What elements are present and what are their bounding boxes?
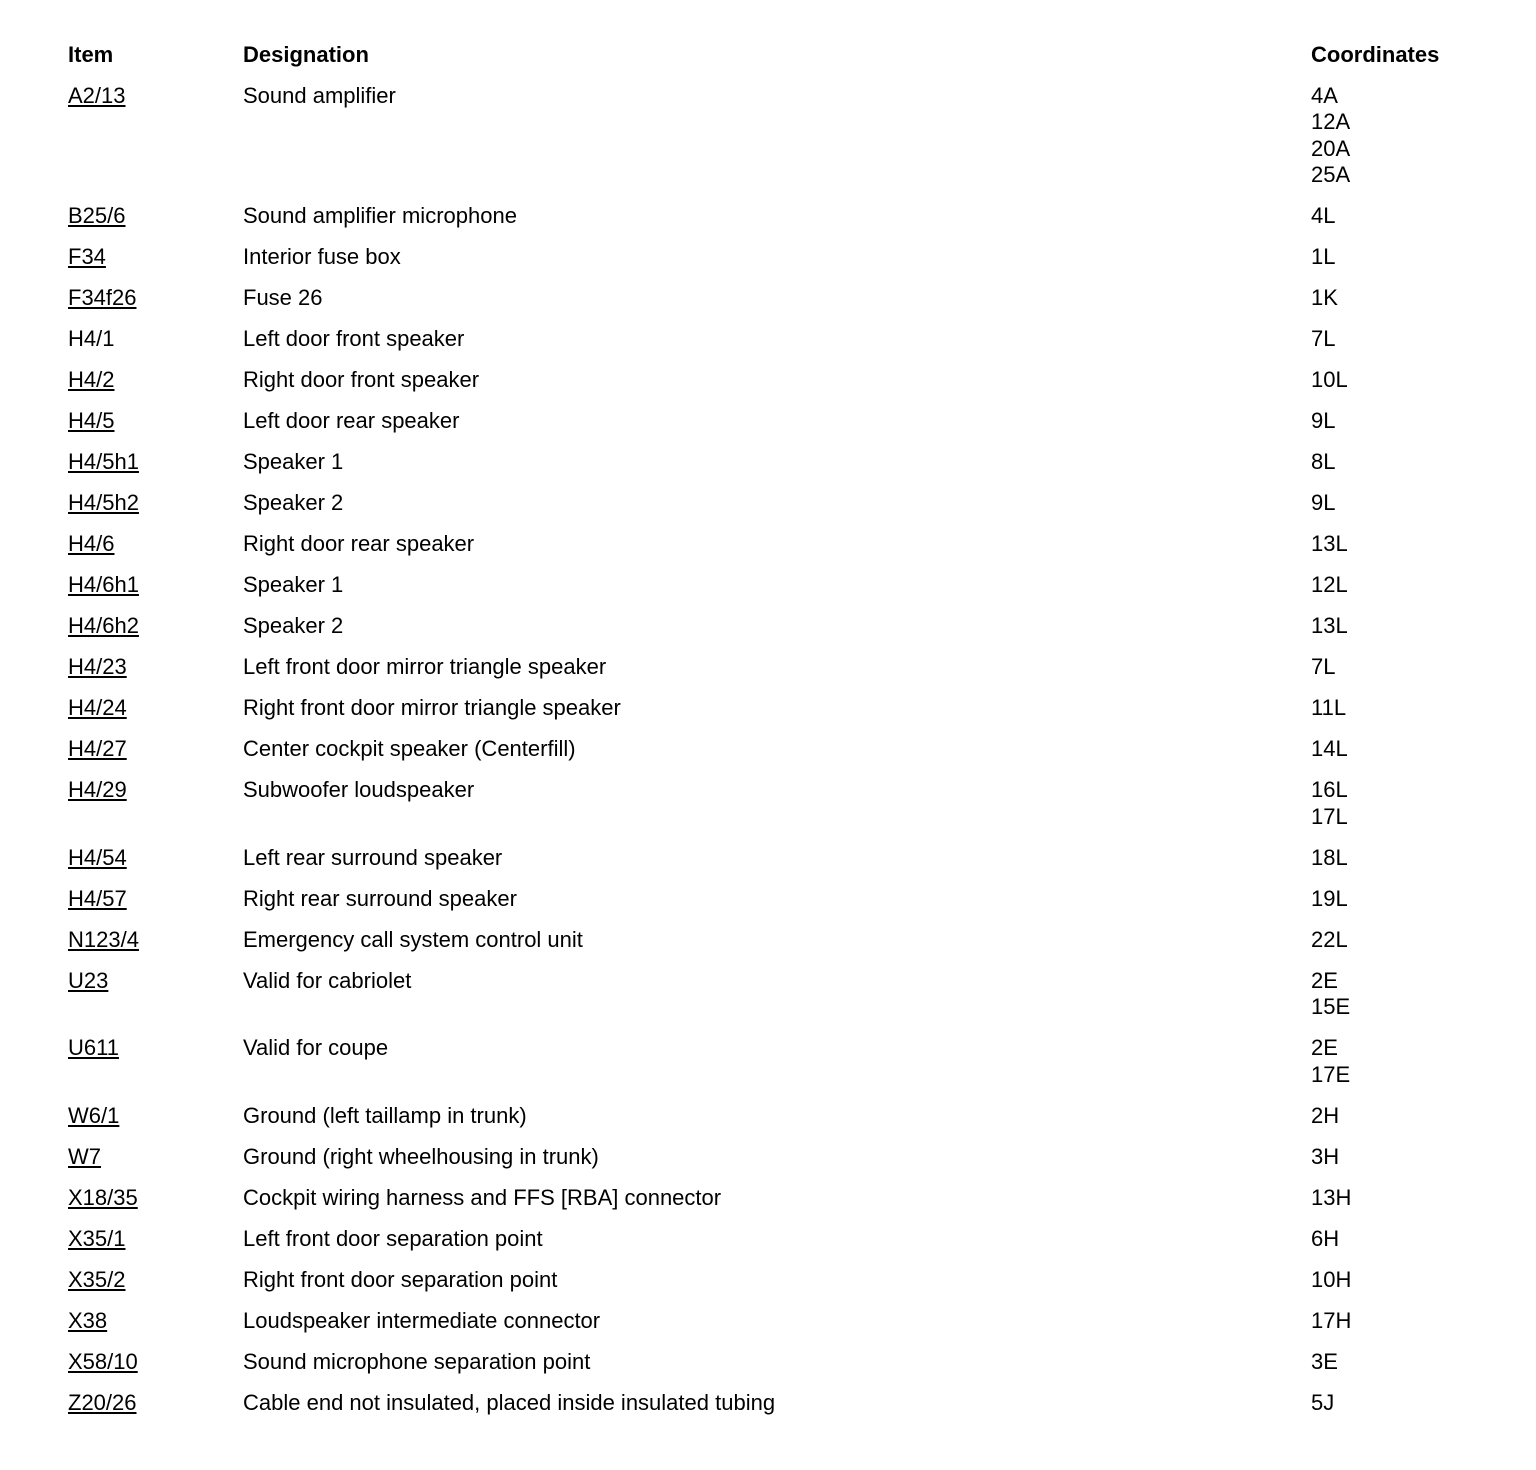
coordinates-cell — [1311, 777, 1348, 830]
item-link[interactable]: U611 — [68, 1035, 119, 1060]
coordinates-cell — [1311, 736, 1348, 763]
coordinates-cell — [1311, 845, 1348, 872]
coordinate-value: 20A — [1311, 135, 1351, 161]
item-cell — [68, 244, 243, 271]
designation-cell: Fuse 26 — [243, 285, 323, 310]
table-row — [68, 572, 1488, 599]
coordinates-cell — [1311, 968, 1350, 1021]
coordinate-value: 1L — [1311, 244, 1336, 269]
item-link[interactable]: X35/2 — [68, 1266, 126, 1292]
coordinate-value: 10L — [1311, 367, 1348, 392]
header-designation: Designation — [243, 42, 369, 67]
item-link[interactable]: H4/6 — [68, 531, 115, 556]
coordinate-value: 12L — [1311, 572, 1348, 597]
designation-cell: Right front door mirror triangle speaker — [243, 695, 621, 720]
item-link[interactable]: W6/1 — [68, 1102, 120, 1128]
item-cell — [68, 490, 243, 517]
item-cell — [68, 927, 243, 954]
coordinates-cell — [1311, 531, 1348, 558]
table-header — [68, 42, 1488, 69]
item-cell — [68, 736, 243, 763]
coordinate-value: 25A — [1311, 162, 1351, 187]
coordinates-cell — [1311, 285, 1338, 312]
table-row — [68, 1144, 1488, 1171]
item-link[interactable]: X18/35 — [68, 1184, 138, 1210]
item-link[interactable]: X35/1 — [68, 1225, 126, 1251]
designation-cell: Valid for coupe — [243, 1035, 389, 1060]
item-link[interactable]: H4/54 — [68, 844, 127, 870]
coordinate-value: 3E — [1311, 1348, 1338, 1374]
coordinates-cell — [1311, 927, 1348, 954]
designation-cell: Center cockpit speaker (Centerfill) — [243, 736, 576, 761]
coordinates-cell — [1311, 654, 1335, 681]
item-cell — [68, 886, 243, 913]
coordinate-value: 19L — [1311, 885, 1348, 911]
coordinate-value: 5J — [1311, 1389, 1335, 1415]
item-link[interactable]: H4/29 — [68, 777, 127, 802]
coordinate-value: 1K — [1311, 285, 1338, 310]
item-cell — [68, 1185, 243, 1212]
item-cell — [68, 968, 243, 995]
coordinates-cell — [1311, 490, 1335, 517]
header-coordinates: Coordinates — [1311, 42, 1440, 67]
table-row — [68, 1185, 1488, 1212]
table-row — [68, 1308, 1488, 1335]
item-link[interactable]: H4/5h1 — [68, 449, 139, 474]
coordinate-value: 18L — [1311, 844, 1348, 870]
coordinates-cell — [1311, 613, 1348, 640]
coordinates-cell — [1311, 695, 1346, 722]
table-row — [68, 531, 1488, 558]
table-row — [68, 449, 1488, 476]
item-cell — [68, 1390, 243, 1417]
coordinate-value: 13H — [1311, 1184, 1352, 1210]
coordinates-cell — [1311, 572, 1348, 599]
item-link[interactable]: H4/6h2 — [68, 613, 139, 638]
table-body — [68, 83, 1488, 1417]
designation-cell: Sound amplifier microphone — [243, 203, 517, 228]
coordinate-value: 17E — [1311, 1061, 1351, 1087]
item-link[interactable]: B25/6 — [68, 203, 126, 228]
item-cell — [68, 613, 243, 640]
table-row — [68, 927, 1488, 954]
table-row — [68, 736, 1488, 763]
coordinates-cell — [1311, 244, 1335, 271]
coordinate-value: 17L — [1311, 803, 1348, 829]
item-cell — [68, 203, 243, 230]
coordinates-cell — [1311, 367, 1348, 394]
component-legend-table — [68, 42, 1488, 1431]
coordinate-value: 7L — [1311, 326, 1336, 351]
table-row — [68, 777, 1488, 830]
item-link[interactable]: N123/4 — [68, 926, 139, 952]
coordinate-value: 6H — [1311, 1225, 1340, 1251]
item-link[interactable]: F34f26 — [68, 285, 137, 310]
coordinate-value: 14L — [1311, 736, 1348, 761]
designation-cell: Cockpit wiring harness and FFS [RBA] connector — [243, 1184, 722, 1210]
table-row — [68, 613, 1488, 640]
item-cell — [68, 83, 243, 110]
coordinate-value: 2E — [1311, 1035, 1338, 1060]
coordinates-cell — [1311, 1349, 1338, 1376]
item-cell — [68, 1267, 243, 1294]
item-cell — [68, 285, 243, 312]
designation-cell: Ground (left taillamp in trunk) — [243, 1102, 527, 1128]
coordinate-value: 9L — [1311, 408, 1336, 433]
coordinate-value: 7L — [1311, 654, 1336, 679]
table-row — [68, 244, 1488, 271]
item-link[interactable]: H4/27 — [68, 736, 127, 761]
coordinates-cell — [1311, 449, 1335, 476]
coordinates-cell — [1311, 1308, 1351, 1335]
coordinate-value: 9L — [1311, 490, 1336, 515]
designation-cell: Right door rear speaker — [243, 531, 475, 556]
item-cell — [68, 367, 243, 394]
item-link[interactable]: Z20/26 — [68, 1389, 137, 1415]
coordinates-cell — [1311, 203, 1335, 230]
table-row — [68, 654, 1488, 681]
table-row — [68, 1390, 1488, 1417]
coordinates-cell — [1311, 1185, 1351, 1212]
coordinate-value: 10H — [1311, 1266, 1352, 1292]
item-link[interactable]: H4/6h1 — [68, 572, 139, 597]
table-row — [68, 886, 1488, 913]
designation-cell: Speaker 1 — [243, 572, 344, 597]
designation-cell: Right front door separation point — [243, 1266, 558, 1292]
coordinate-value: 17H — [1311, 1307, 1352, 1333]
item-cell — [68, 1144, 243, 1171]
coordinates-cell — [1311, 1267, 1351, 1294]
item-cell — [68, 531, 243, 558]
designation-cell: Ground (right wheelhousing in trunk) — [243, 1143, 599, 1169]
designation-cell: Speaker 1 — [243, 449, 344, 474]
designation-cell: Speaker 2 — [243, 490, 344, 515]
coordinate-value: 4L — [1311, 203, 1336, 228]
item-cell — [68, 695, 243, 722]
designation-cell: Speaker 2 — [243, 613, 344, 638]
designation-cell: Right rear surround speaker — [243, 885, 517, 911]
designation-cell: Emergency call system control unit — [243, 926, 583, 952]
designation-cell: Cable end not insulated, placed inside insulated tubing — [243, 1389, 776, 1415]
designation-cell: Valid for cabriolet — [243, 967, 412, 993]
item-cell — [68, 1035, 243, 1062]
item-cell — [68, 777, 243, 804]
designation-cell: Left rear surround speaker — [243, 844, 503, 870]
table-row — [68, 1267, 1488, 1294]
coordinate-value: 13L — [1311, 613, 1348, 638]
item-link[interactable]: H4/24 — [68, 695, 127, 720]
coordinate-value: 2H — [1311, 1102, 1340, 1128]
coordinate-value: 15E — [1311, 994, 1351, 1019]
item-link[interactable]: F34 — [68, 244, 106, 269]
item-cell — [68, 845, 243, 872]
item-cell — [68, 1308, 243, 1335]
coordinate-value: 22L — [1311, 926, 1348, 952]
coordinate-value: 12A — [1311, 109, 1351, 134]
coordinates-cell — [1311, 83, 1350, 189]
designation-cell: Left front door mirror triangle speaker — [243, 654, 607, 679]
coordinate-value: 13L — [1311, 531, 1348, 556]
designation-cell: Left front door separation point — [243, 1225, 543, 1251]
coordinates-cell — [1311, 1390, 1334, 1417]
designation-cell: Left door front speaker — [243, 326, 465, 351]
table-row — [68, 1103, 1488, 1130]
designation-cell: Subwoofer loudspeaker — [243, 777, 475, 802]
item-link[interactable]: X58/10 — [68, 1348, 138, 1374]
item-cell — [68, 449, 243, 476]
item-link[interactable]: A2/13 — [68, 82, 126, 108]
table-row — [68, 695, 1488, 722]
item-link[interactable]: H4/5h2 — [68, 490, 139, 515]
coordinate-value: 8L — [1311, 449, 1336, 474]
item-label: H4/1 — [68, 326, 115, 351]
coordinates-cell — [1311, 1035, 1350, 1088]
item-link[interactable]: U23 — [68, 967, 109, 993]
item-cell — [68, 326, 243, 353]
coordinate-value: 4A — [1311, 82, 1338, 108]
coordinate-value: 11L — [1311, 695, 1347, 720]
item-cell — [68, 654, 243, 681]
coordinates-cell — [1311, 1144, 1339, 1171]
coordinates-cell — [1311, 886, 1348, 913]
header-item: Item — [68, 42, 114, 67]
item-link[interactable]: W7 — [68, 1143, 101, 1169]
designation-cell: Loudspeaker intermediate connector — [243, 1307, 601, 1333]
designation-cell: Sound microphone separation point — [243, 1348, 591, 1374]
coordinates-cell — [1311, 326, 1335, 353]
coordinate-value: 2E — [1311, 967, 1338, 993]
table-row — [68, 845, 1488, 872]
designation-cell: Sound amplifier — [243, 82, 396, 108]
designation-cell: Left door rear speaker — [243, 408, 460, 433]
table-row — [68, 203, 1488, 230]
coordinates-cell — [1311, 408, 1335, 435]
table-row — [68, 1035, 1488, 1088]
coordinate-value: 16L — [1311, 777, 1348, 802]
item-cell — [68, 408, 243, 435]
designation-cell: Right door front speaker — [243, 367, 480, 392]
table-row — [68, 408, 1488, 435]
item-cell — [68, 1103, 243, 1130]
item-link[interactable]: X38 — [68, 1307, 108, 1333]
item-link[interactable]: H4/2 — [68, 367, 115, 392]
table-row — [68, 1349, 1488, 1376]
table-row — [68, 83, 1488, 189]
coordinates-cell — [1311, 1103, 1339, 1130]
item-link[interactable]: H4/5 — [68, 408, 115, 433]
coordinates-cell — [1311, 1226, 1339, 1253]
table-row — [68, 490, 1488, 517]
item-link[interactable]: H4/57 — [68, 885, 127, 911]
designation-cell: Interior fuse box — [243, 244, 401, 269]
item-cell — [68, 572, 243, 599]
table-row — [68, 285, 1488, 312]
table-row — [68, 326, 1488, 353]
item-cell — [68, 1226, 243, 1253]
item-cell — [68, 1349, 243, 1376]
table-row — [68, 968, 1488, 1021]
table-row — [68, 1226, 1488, 1253]
coordinate-value: 3H — [1311, 1143, 1340, 1169]
table-row — [68, 367, 1488, 394]
item-link[interactable]: H4/23 — [68, 654, 127, 679]
